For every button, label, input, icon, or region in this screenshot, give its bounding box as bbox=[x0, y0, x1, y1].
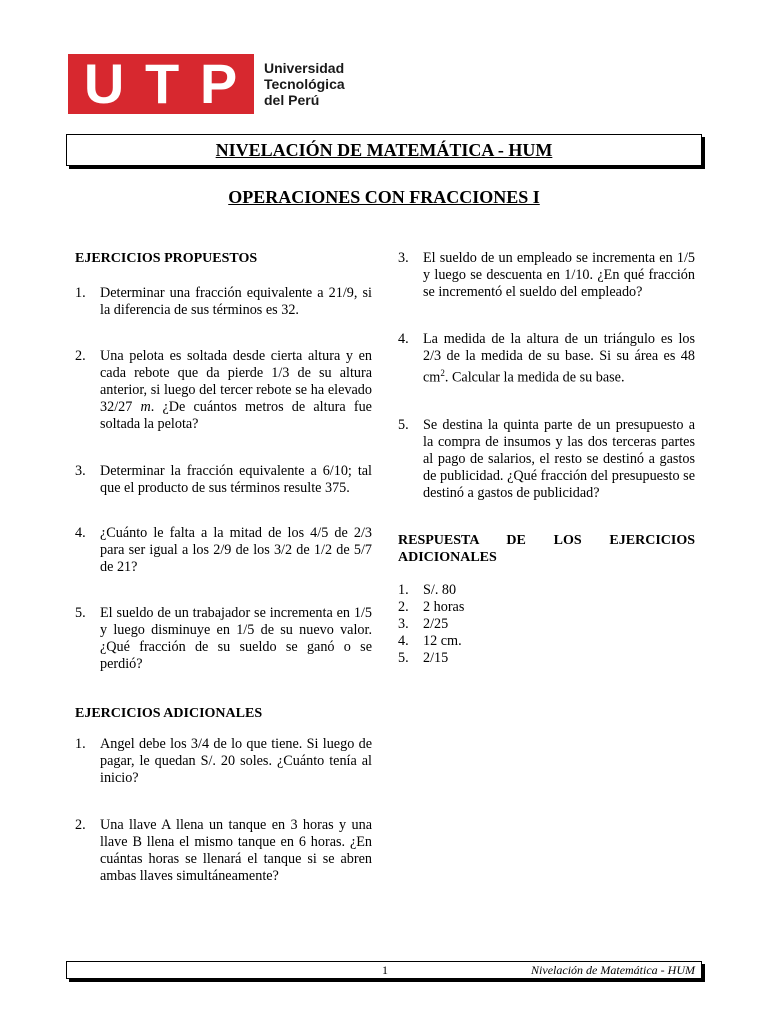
exercise-text: Se destina la quinta parte de un presupuesto a la compra de insumos y las dos terceras partes al pago de salarios, el resto se destinó a gastos de publicidad. ¿Qué fracción del presupuesto se destinó a gastos de publicidad? bbox=[423, 416, 695, 501]
answer-text: 2/15 bbox=[423, 649, 449, 666]
answer-text: S/. 80 bbox=[423, 581, 457, 598]
page-number: 1 bbox=[382, 963, 388, 977]
exercise-text: ¿Cuánto le falta a la mitad de los 4/5 de 2/3 para ser igual a los 2/9 de los 3/2 de 1/2 de 5/7 de 21? bbox=[100, 525, 372, 575]
superscript: 2 bbox=[440, 368, 445, 378]
section-heading-respuestas bbox=[398, 532, 695, 566]
exercise-number: 1. bbox=[75, 736, 86, 752]
answer-text: 2 horas bbox=[423, 598, 465, 615]
exercise-item bbox=[75, 605, 372, 673]
answer-text: 2/25 bbox=[423, 615, 449, 632]
exercise-item bbox=[75, 525, 372, 576]
exercise-number: 4. bbox=[398, 331, 409, 347]
utp-logo-mark bbox=[68, 54, 254, 114]
document-title-box bbox=[66, 134, 702, 166]
document-subtitle: OPERACIONES CON FRACCIONES I bbox=[228, 187, 540, 207]
exercise-number: 5. bbox=[75, 605, 86, 621]
exercise-item bbox=[75, 817, 372, 885]
answer-item bbox=[398, 650, 695, 667]
exercise-number: 4. bbox=[75, 525, 86, 541]
page-footer bbox=[66, 961, 702, 979]
answer-number: 5. bbox=[398, 649, 409, 666]
exercise-text: Determinar la fracción equivalente a 6/10; tal que el producto de sus términos resulte 375. bbox=[100, 463, 372, 496]
document-title: NIVELACIÓN DE MATEMÁTICA - HUM bbox=[215, 139, 553, 160]
logo-line: Tecnológica bbox=[264, 76, 345, 92]
exercise-item bbox=[398, 250, 695, 301]
logo-line: del Perú bbox=[264, 92, 320, 108]
exercise-item bbox=[75, 348, 372, 433]
logo-letter: T bbox=[144, 52, 181, 115]
exercise-text: Una llave A llena un tanque en 3 horas y una llave B llena el mismo tanque en 6 horas. ¿En cuántas horas se llenará el tanque si se abren ambas llaves simultáneamente? bbox=[100, 817, 372, 884]
exercise-text-part: . ¿De cuántos metros de altura fue soltada la pelota? bbox=[100, 399, 372, 432]
section-heading-propuestos: EJERCICIOS PROPUESTOS bbox=[75, 251, 258, 266]
exercise-item bbox=[75, 463, 372, 497]
exercise-text: Determinar una fracción equivalente a 21/9, si la diferencia de sus términos es 32. bbox=[100, 285, 372, 318]
exercise-number: 3. bbox=[398, 250, 409, 266]
exercise-number: 2. bbox=[75, 348, 86, 364]
answers-list bbox=[398, 582, 695, 667]
logo-wordmark bbox=[264, 60, 345, 108]
logo-letter: P bbox=[199, 52, 239, 115]
exercise-text bbox=[100, 348, 372, 433]
exercise-number: 1. bbox=[75, 285, 86, 301]
answer-number: 4. bbox=[398, 632, 409, 649]
exercise-number: 3. bbox=[75, 463, 86, 479]
answer-number: 1. bbox=[398, 581, 409, 598]
footer-text: Nivelación de Matemática - HUM bbox=[531, 963, 695, 977]
exercise-number: 2. bbox=[75, 817, 86, 833]
exercise-number: 5. bbox=[398, 416, 409, 433]
exercise-item bbox=[398, 331, 695, 387]
logo-letter: U bbox=[83, 52, 126, 115]
left-column bbox=[75, 250, 372, 885]
answer-item bbox=[398, 582, 695, 599]
utp-logo bbox=[68, 54, 345, 114]
exercise-item bbox=[75, 736, 372, 787]
exercise-item bbox=[75, 285, 372, 319]
answer-item bbox=[398, 633, 695, 650]
exercise-text bbox=[423, 331, 695, 387]
answer-item bbox=[398, 599, 695, 616]
exercise-text: El sueldo de un trabajador se incrementa en 1/5 y luego disminuye en 1/5 de su nuevo valor. ¿Qué fracción de su sueldo se ganó o se perdió? bbox=[100, 605, 372, 672]
right-column bbox=[398, 250, 695, 667]
exercise-item bbox=[398, 417, 695, 502]
logo-line: Universidad bbox=[264, 60, 345, 76]
unit-symbol: m bbox=[140, 399, 151, 415]
exercise-text-part: La medida de la altura de un triángulo es los 2/3 de la medida de su base. Si su área es 48 cm bbox=[423, 331, 695, 386]
respuestas-heading-text: RESPUESTA DE LOS EJERCICIOS ADICIONALES bbox=[398, 532, 695, 565]
exercise-text: Angel debe los 3/4 de lo que tiene. Si luego de pagar, le quedan S/. 20 soles. ¿Cuánto tenía al inicio? bbox=[100, 736, 372, 786]
exercise-text-part: . Calcular la medida de su base. bbox=[444, 369, 625, 386]
answer-number: 2. bbox=[398, 598, 409, 615]
section-heading-adicionales: EJERCICIOS ADICIONALES bbox=[75, 706, 263, 721]
exercise-text-part: Una pelota es soltada desde cierta altura y en cada rebote que da pierde 1/3 de su altura anterior, si luego del tercer rebote se ha elevado 32/27 bbox=[100, 348, 372, 415]
answer-number: 3. bbox=[398, 615, 409, 632]
answer-item bbox=[398, 616, 695, 633]
exercise-text: El sueldo de un empleado se incrementa en 1/5 y luego se descuenta en 1/10. ¿En qué fracción se incrementó el sueldo del empleado? bbox=[423, 250, 695, 300]
answer-text: 12 cm. bbox=[423, 632, 462, 649]
